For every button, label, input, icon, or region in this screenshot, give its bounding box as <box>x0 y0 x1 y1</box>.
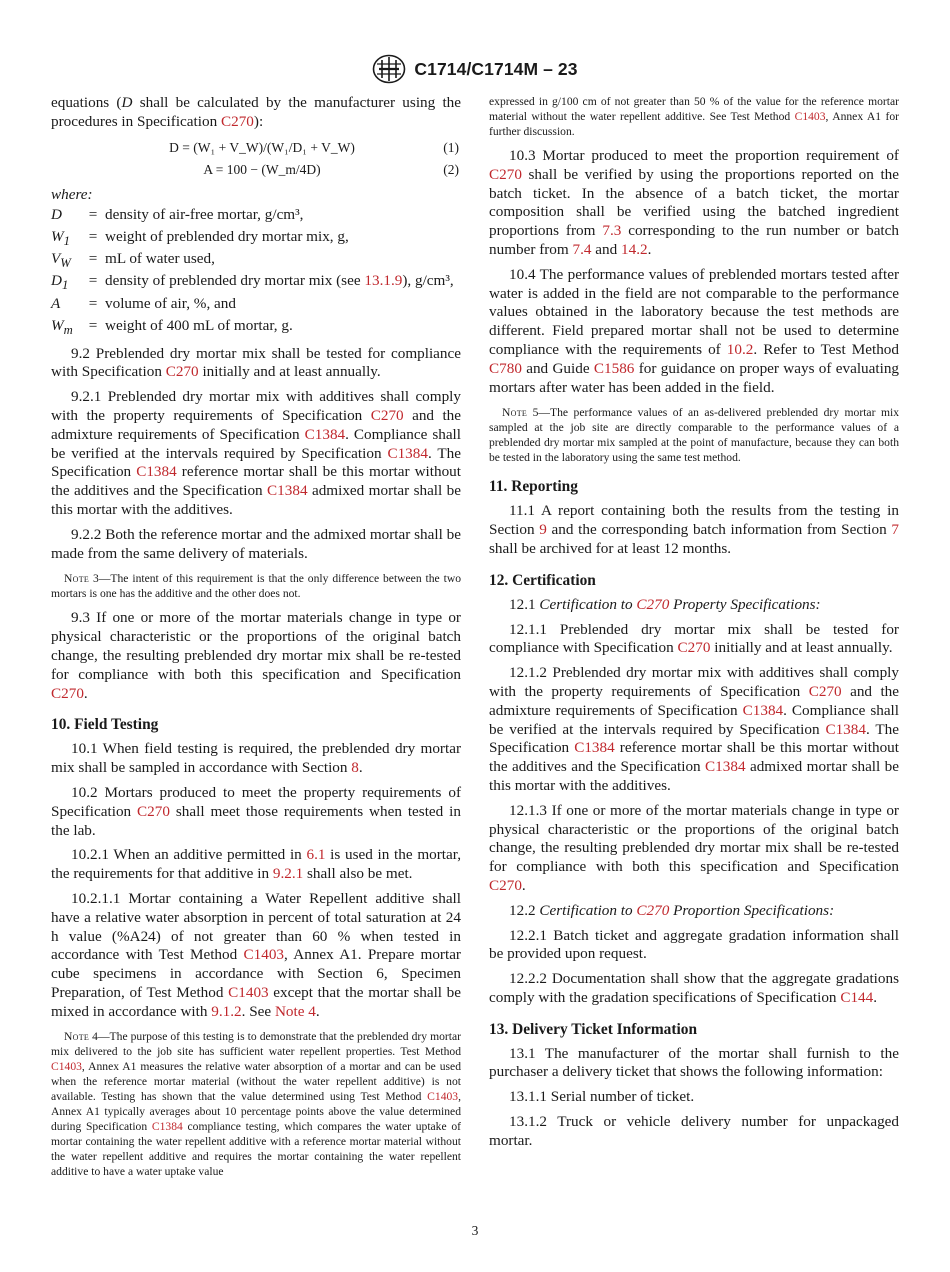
equations-intro: equations (D shall be calculated by the manufacturer using the procedures in Specification C270): <box>51 94 462 130</box>
definition-row: D = density of air-free mortar, g/cm³, <box>51 206 304 224</box>
equation-1 <box>51 138 461 158</box>
ref-link[interactable]: 8 <box>351 759 359 777</box>
paragraph-12-1-3: 12.1.3 If one or more of the mortar materials change in type or physical characteristic or the proportions of the original batch change, the resulting preblended dry mortar mix shall be re-tested for compliance with both this specification and Specification C270. <box>489 801 899 894</box>
equation-expression: A = 100 − (W_m/4D) <box>203 161 321 177</box>
paragraph-13-1-1: 13.1.1 Serial number of ticket. <box>509 1088 695 1106</box>
paragraph-10-1: 10.1 When field testing is required, the preblended dry mortar mix shall be sampled in accordance with Section 8. <box>51 740 461 777</box>
ref-link[interactable]: C270 <box>489 165 522 183</box>
definition-row: $D_1$ = density of preblended dry mortar mix (see 13.1.9), g/cm³, <box>51 272 454 293</box>
note-4: Note 4—The purpose of this testing is to demonstrate that the preblended dry mortar mix delivered to the job site has sufficient water repellent properties. Test Method C1403, Annex A1 measures the relative water absorption of a mortar and can be used when the reference mortar material (without the water repellent additive) is not available. Testing has shown that the value determined using Test Method C1403, Annex A1 typically averages about 10 percentage points above the value determined during Specification C1384 compliance testing, which compares the water uptake of mortar containing the water repellent additive with a reference mortar material without the water repellent additive and requires the mortar containing the water repellent additive to have a water uptake value <box>51 1030 461 1179</box>
left-column <box>51 94 461 1187</box>
ref-link[interactable]: 14.2 <box>621 240 648 258</box>
paragraph-12-2: 12.2 Certification to C270 Proportion Specifications: <box>509 901 835 919</box>
ref-link[interactable]: C1384 <box>574 739 615 757</box>
section-heading-11: 11. Reporting <box>489 478 578 496</box>
ref-link[interactable]: C270 <box>636 901 670 919</box>
paragraph-10-4: 10.4 The performance values of preblended mortars tested after water is added in the field are not comparable to the performance values obtained in the laboratory because the test methods are different. Field prepared mortar shall not be used to determine compliance with the requirements of 10.2. Refer to Test Method C780 and Guide C1586 for guidance on proper ways of evaluating mortars after water has been added in the field. <box>489 265 899 396</box>
paragraph-13-1: 13.1 The manufacturer of the mortar shall furnish to the purchaser a delivery ticket that shows the following information: <box>489 1044 899 1081</box>
ref-link[interactable]: 7 <box>891 521 899 539</box>
equation-number: (2) <box>443 161 459 177</box>
ref-link[interactable]: C270 <box>489 876 522 894</box>
ref-link[interactable]: 13.1.9 <box>364 272 403 290</box>
paragraph-12-1-1: 12.1.1 Preblended dry mortar mix shall be tested for compliance with Specification C270 initially and at least annually. <box>489 620 899 657</box>
ref-link[interactable]: C270 <box>808 682 842 700</box>
paragraph-12-2-2: 12.2.2 Documentation shall show that the aggregate gradations comply with the gradation specifications of Specification C144. <box>489 970 899 1006</box>
paragraph-12-2-1: 12.2.1 Batch ticket and aggregate gradation information shall be provided upon request. <box>489 926 899 963</box>
note-4-continued: expressed in g/100 cm of not greater than 50 % of the value for the reference mortar material without the water repellent additive. See Test Method C1403, Annex A1 for further discussion. <box>489 95 899 138</box>
section-heading-13: 13. Delivery Ticket Information <box>489 1020 698 1038</box>
ref-link[interactable]: C1403 <box>51 1060 82 1074</box>
ref-link[interactable]: C1384 <box>705 758 746 776</box>
paragraph-9-3: 9.3 If one or more of the mortar materials change in type or physical characteristic or the proportions of the original batch change, the resulting preblended dry mortar mix shall be re-tested for compliance with both this specification and Specification C270. <box>51 609 461 702</box>
equation-number: (1) <box>443 139 459 155</box>
definition-row: $V_W$ = mL of water used, <box>51 250 215 271</box>
ref-link[interactable]: C1403 <box>427 1090 459 1104</box>
ref-link[interactable]: C270 <box>165 363 199 381</box>
equation-2 <box>51 160 461 180</box>
ref-link[interactable]: C1384 <box>742 701 784 719</box>
ref-link[interactable]: 10.2 <box>726 340 754 358</box>
ref-link[interactable]: 9.1.2 <box>211 1002 242 1020</box>
ref-link[interactable]: C270 <box>370 406 404 424</box>
ref-link[interactable]: C270 <box>636 595 670 613</box>
ref-link[interactable]: C1384 <box>267 482 308 500</box>
ref-link[interactable]: C1384 <box>825 720 866 738</box>
ref-link[interactable]: C1586 <box>593 359 635 377</box>
document-designation: C1714/C1714M – 23 <box>414 58 578 79</box>
ref-link[interactable]: 9.2.1 <box>272 865 304 883</box>
paragraph-10-2-1-1: 10.2.1.1 Mortar containing a Water Repellent additive shall have a relative water absorption in percent of total saturation at 24 h value (%A24) of not greater than 60 % when tested in accordance with Test Method C1403, Annex A1. Prepare mortar cube specimens in accordance with Section 6, Specimen Preparation, of Test Method C1403 except that the mortar shall be mixed in accordance with 9.1.2. See Note 4. <box>51 889 462 1020</box>
section-heading-10: 10. Field Testing <box>51 716 159 734</box>
ref-link[interactable]: 6.1 <box>306 846 326 864</box>
ref-link[interactable]: C1403 <box>243 946 285 964</box>
ref-link[interactable]: C780 <box>489 359 522 377</box>
note-5: Note 5—The performance values of an as-delivered preblended dry mortar mix sampled at the job site are directly comparable to the performance values of a preblended dry mortar mix sampled at the point of manufacture, because they can both be tested in the laboratory using the same test method. <box>489 406 899 465</box>
where-label: where: <box>51 185 93 203</box>
paragraph-12-1: 12.1 Certification to C270 Property Specifications: <box>509 595 821 613</box>
page-number: 3 <box>471 1223 479 1238</box>
ref-link[interactable]: C1403 <box>228 983 269 1001</box>
ref-link[interactable]: 9 <box>539 521 547 539</box>
page-header <box>0 54 950 84</box>
paragraph-12-1-2: 12.1.2 Preblended dry mortar mix with additives shall comply with the property requirements of Specification C270 and the admixture requirements of Specification C1384. Compliance shall be verified at the intervals required by Specification C1384. The Specification C1384 reference mortar shall be this mortar without the additives and the Specification C1384 admixed mortar shall be this mortar with the additives. <box>489 664 900 794</box>
paragraph-10-2: 10.2 Mortars produced to meet the property requirements of Specification C270 shall meet those requirements when tested in the lab. <box>51 783 461 839</box>
definition-row: $W_1$ = weight of preblended dry mortar mix, g, <box>51 228 349 249</box>
paragraph-9-2-1: 9.2.1 Preblended dry mortar mix with additives shall comply with the property requirements of Specification C270 and the admixture requirements of Specification C1384. Compliance shall be verified at the intervals required by Specification C1384. The Specification C1384 reference mortar shall be this mortar without the additives and the Specification C1384 admixed mortar shall be this mortar with the additives. <box>51 388 462 518</box>
paragraph-10-2-1: 10.2.1 When an additive permitted in 6.1 is used in the mortar, the requirements for that additive in 9.2.1 shall also be met. <box>51 846 461 883</box>
definition-row: $W_m$ = weight of 400 mL of mortar, g. <box>51 316 293 337</box>
paragraph-11-1: 11.1 A report containing both the results from the testing in Section 9 and the corresponding batch information from Section 7 shall be archived for at least 12 months. <box>489 502 899 557</box>
paragraph-13-1-2: 13.1.2 Truck or vehicle delivery number for unpackaged mortar. <box>489 1113 899 1149</box>
right-column <box>489 94 899 1157</box>
ref-link[interactable]: Note 4 <box>274 1002 316 1020</box>
definition-row: A = volume of air, %, and <box>51 294 236 312</box>
paragraph-9-2-2: 9.2.2 Both the reference mortar and the admixed mortar shall be made from the same delivery of materials. <box>51 525 461 562</box>
ref-link[interactable]: C270 <box>51 684 84 702</box>
ref-link[interactable]: C144 <box>840 988 874 1006</box>
ref-link[interactable]: C1384 <box>136 463 177 481</box>
note-3: Note 3—The intent of this requirement is that the only difference between the two mortars is one has the additive and the other does not. <box>51 572 461 601</box>
ref-link[interactable]: C1384 <box>387 444 428 462</box>
variable-definitions <box>51 206 461 338</box>
ref-link[interactable]: C270 <box>220 112 254 130</box>
ref-link[interactable]: C270 <box>137 802 170 820</box>
section-heading-12: 12. Certification <box>489 571 596 589</box>
equation-expression: D = (W₁ + V_W)/(W₁/D₁ + V_W) <box>169 139 355 155</box>
ref-link[interactable]: C1403 <box>794 110 826 123</box>
ref-link[interactable]: 7.3 <box>602 222 622 240</box>
paragraph-9-2: 9.2 Preblended dry mortar mix shall be tested for compliance with Specification C270 initially and at least annually. <box>51 344 461 381</box>
ref-link[interactable]: 7.4 <box>572 240 592 258</box>
ref-link[interactable]: C1384 <box>304 425 346 443</box>
astm-logo-icon <box>372 54 406 84</box>
ref-link[interactable]: C270 <box>677 639 711 657</box>
ref-link[interactable]: C1384 <box>151 1120 183 1134</box>
paragraph-10-3: 10.3 Mortar produced to meet the proportion requirement of C270 shall be verified by using the proportions reported on the batch ticket. In the absence of a batch ticket, the mortar composition shall be verified using the batched ingredient proportions from 7.3 corresponding to the run number or batch number from 7.4 and 14.2. <box>489 147 899 258</box>
